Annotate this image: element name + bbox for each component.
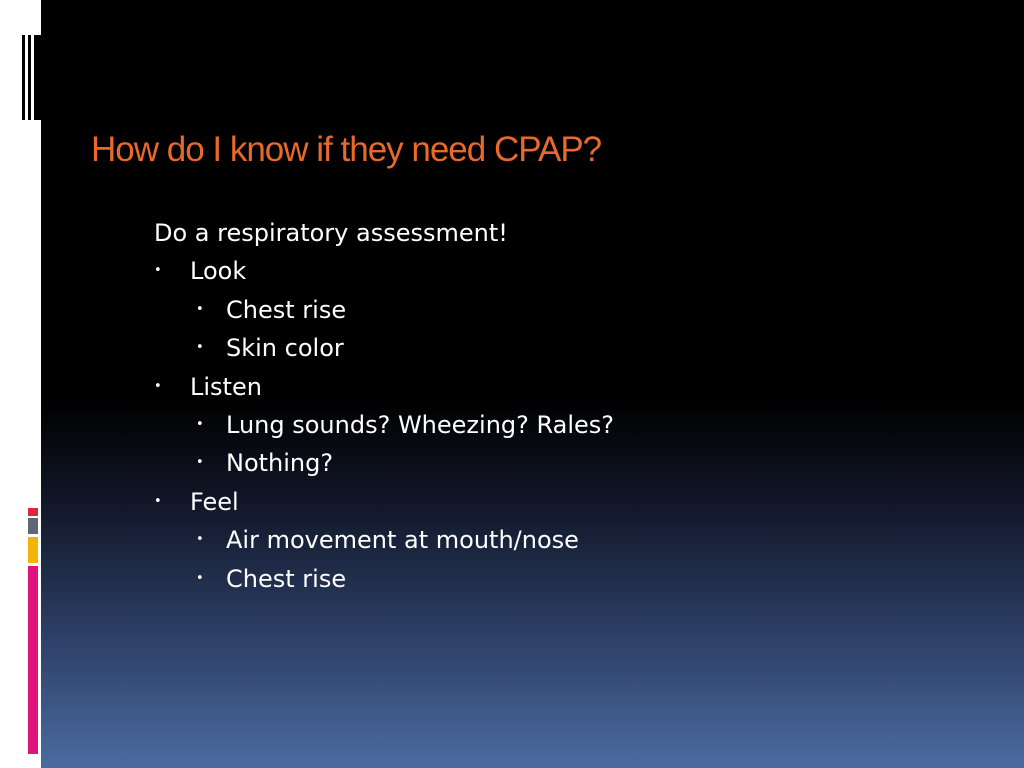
accent-bar-red [28, 508, 38, 516]
list-item [154, 214, 614, 252]
bullet-icon: • [196, 455, 204, 471]
list-item-text: Skin color [226, 334, 344, 363]
decorative-bars-icon [22, 35, 42, 120]
bullet-icon: • [196, 340, 204, 356]
list-item [154, 560, 614, 598]
list-item [154, 368, 614, 406]
list-item-text: Lung sounds? Wheezing? Rales? [226, 410, 615, 439]
list-item [154, 444, 614, 482]
list-item [154, 252, 614, 290]
bullet-icon: • [154, 263, 162, 279]
bullet-icon: • [154, 378, 162, 394]
accent-bar-yellow [28, 537, 38, 563]
bullet-icon: • [196, 416, 204, 432]
list-item-text: Air movement at mouth/nose [226, 526, 579, 555]
list-item-text: Listen [190, 372, 262, 401]
list-item [154, 483, 614, 521]
list-item [154, 291, 614, 329]
list-item-text: Chest rise [226, 564, 347, 593]
bullet-icon: • [196, 301, 204, 317]
bullet-icon: • [154, 493, 162, 509]
list-item-text: Do a respiratory assessment! [154, 219, 508, 247]
bullet-icon: • [196, 570, 204, 586]
bullet-icon: • [196, 532, 204, 548]
bullet-list [154, 214, 614, 598]
accent-bar-pink [28, 566, 38, 754]
list-item-text: Chest rise [226, 295, 347, 324]
list-item-text: Nothing? [226, 449, 334, 478]
list-item [154, 329, 614, 367]
list-item [154, 521, 614, 559]
list-item-text: Feel [190, 487, 239, 516]
slide-title: How do I know if they need CPAP? [91, 130, 602, 169]
accent-bar-gray [28, 518, 38, 534]
list-item [154, 406, 614, 444]
list-item-text: Look [190, 257, 247, 286]
